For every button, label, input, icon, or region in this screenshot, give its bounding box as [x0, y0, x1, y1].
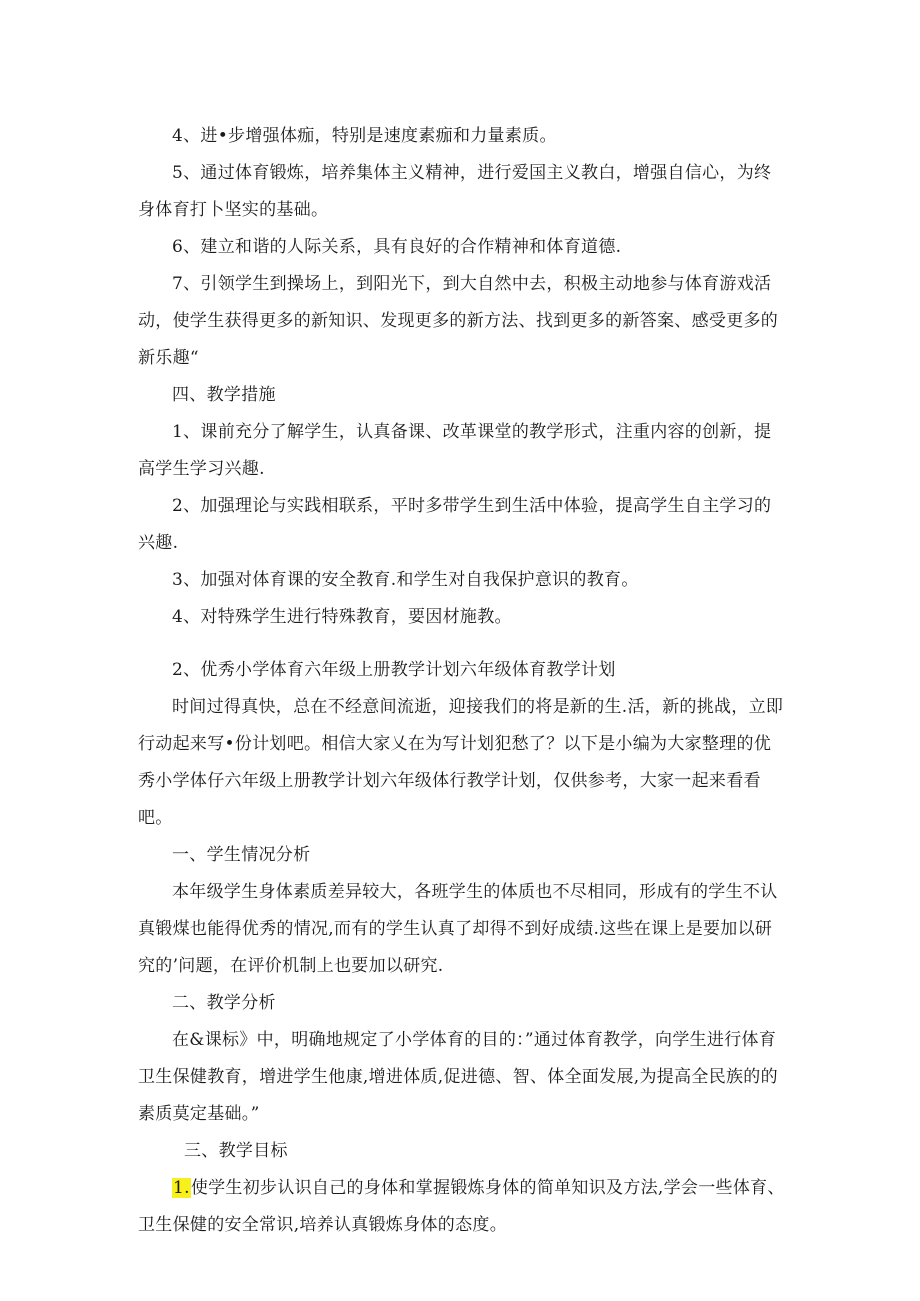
heading-student-analysis: 一、学生情况分析 [172, 845, 311, 865]
highlighted-number: 1. [173, 1178, 190, 1198]
paragraph-goal-6: 6、建立和谐的人际关系，具有良好的合作精神和体育道德. [172, 237, 622, 257]
paragraph-intro: 时间过得真快，总在不经意间流逝，迎接我们的将是新的生.活，新的挑战，立即行动起来写•份计划吧。相信大家乂在为写计划犯愁了？以下是小编为大家整理的优秀小学体仔六年级上册教学计划六年级体行教学计划，仅供参考，大家一起来看看吧。 [138, 697, 784, 828]
heading-teaching-measures: 四、教学措施 [172, 385, 276, 405]
document-page [138, 118, 786, 1244]
paragraph-measure-2: 2、加强理论与实践相联系，平时多带学生到生活中体验，提高学生自主学习的兴趣. [138, 496, 772, 553]
paragraph-goal-7: 7、引领学生到操场上，到阳光下，到大自然中去，积极主动地参与体育游戏活动，使学生获得更多的新知识、发现更多的新方法、找到更多的新答案、感受更多的新乐趣“ [138, 274, 779, 368]
paragraph-measure-4: 4、对特殊学生进行特殊教育，要因材施教。 [172, 607, 512, 627]
paragraph-goal-5: 5、通过体育锻炼，培养集体主义精神，进行爱国主义教白，增强自信心，为终身体育打卜坚实的基础。 [138, 163, 772, 220]
paragraph-goal-4: 4、进•步增强体痂，特别是速度素痂和力量素质。 [172, 126, 557, 146]
paragraph-student-analysis: 本年级学生身体素质差异较大，各班学生的体质也不尽相同，形成有的学生不认真锻煤也能得优秀的情况,而有的学生认真了却得不到好成绩.这些在课上是要加以研究的’问题，在评价机制上也要加以研究. [138, 882, 778, 976]
heading-teaching-goals: 三、教学目标 [184, 1141, 288, 1161]
paragraph-goal-1 [138, 1170, 786, 1244]
paragraph-goal-1-text: 使学生初步认识自己的身体和掌握锻炼身体的简单知识及方法,学会一些体育、卫生保健的安全常识,培养认真锻炼身体的态度。 [138, 1178, 785, 1235]
paragraph-measure-1: 1、课前充分了解学生，认真备课、改革课堂的教学形式，注重内容的创新，提高学生学习兴趣. [138, 422, 772, 479]
heading-teaching-analysis: 二、教学分析 [172, 993, 276, 1013]
paragraph-measure-3: 3、加强对体育课的安全教育.和学生对自我保护意识的教育。 [172, 570, 639, 590]
section-title-plan-2: 2、优秀小学体育六年级上册教学计划六年级体育教学计划 [172, 660, 616, 680]
paragraph-teaching-analysis: 在&课标》中，明确地规定了小学体育的目的：”通过体育教学，向学生进行体育卫生保健教育，增进学生他康,增进体质,促进德、智、体全面发展,为提高全民族的的素质莫定基础。” [138, 1030, 778, 1124]
